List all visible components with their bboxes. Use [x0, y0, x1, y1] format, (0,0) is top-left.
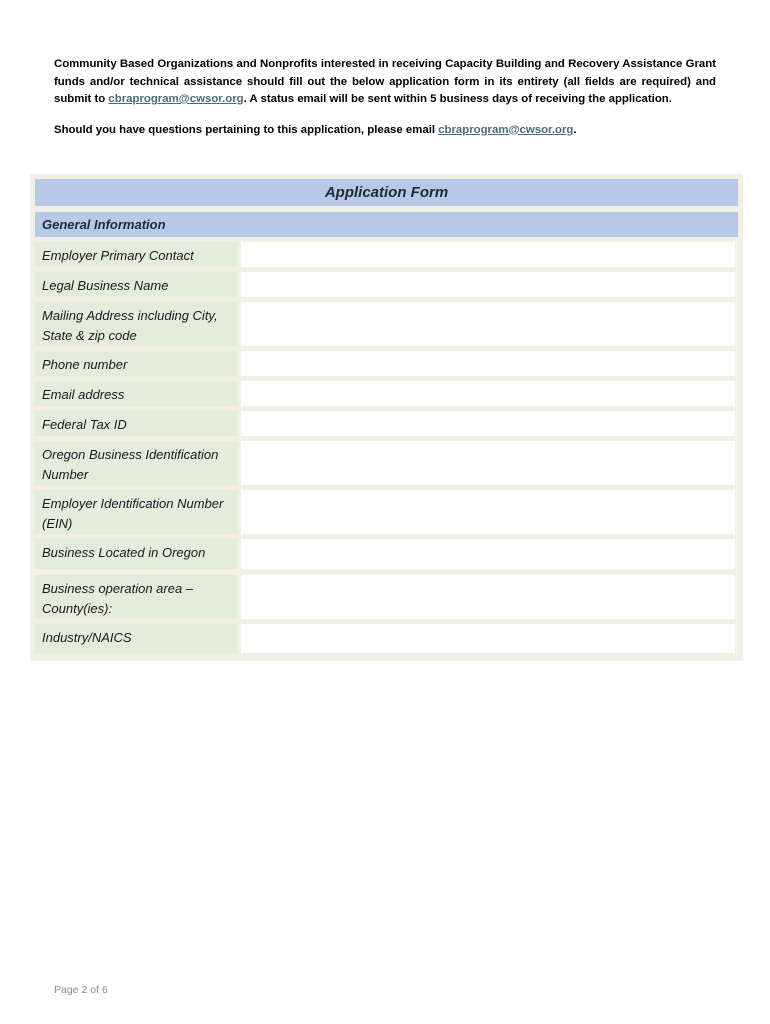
employer-primary-contact-field[interactable]	[241, 242, 735, 267]
form-row-phone-number	[35, 351, 738, 376]
intro-text-part: Community Based Organizations and Nonprofits interested in receiving Capacity Building and Recovery Assistance Grant funds and/or technical assistance should fill out the below application form in its entirety (all fields are required) and submit to	[54, 58, 716, 105]
form-row-ein	[35, 490, 738, 534]
section-heading: General Information	[35, 212, 738, 237]
email-link[interactable]: cbraprogram@cwsor.org	[108, 93, 244, 105]
field-label: Email address	[35, 381, 237, 406]
intro-text-part: . A status email will be sent within 5 business days of receiving the application.	[243, 93, 672, 105]
field-label: Mailing Address including City, State & zip code	[35, 302, 237, 346]
form-row-federal-tax-id	[35, 411, 738, 436]
intro-text	[54, 56, 716, 139]
form-row-business-located-in-oregon	[35, 539, 738, 569]
field-label: Employer Identification Number (EIN)	[35, 490, 237, 534]
intro-text-part: Should you have questions pertaining to this application, please email	[54, 123, 439, 136]
business-operation-area-field[interactable]	[241, 575, 735, 619]
oregon-business-id-field[interactable]	[241, 441, 735, 485]
phone-number-field[interactable]	[241, 351, 735, 376]
page-number: Page 2 of 6	[54, 984, 108, 996]
field-label: Employer Primary Contact	[35, 242, 237, 267]
form-row-oregon-business-id	[35, 441, 738, 485]
intro-text-part: .	[573, 123, 577, 136]
field-label: Industry/NAICS	[35, 624, 237, 653]
field-label: Oregon Business Identification Number	[35, 441, 237, 485]
email-address-field[interactable]	[241, 381, 735, 406]
field-label: Legal Business Name	[35, 272, 237, 297]
email-link[interactable]: cbraprogram@cwsor.org	[438, 123, 574, 136]
application-form	[30, 174, 743, 661]
intro-paragraph-instructions	[54, 56, 716, 109]
field-label: Phone number	[35, 351, 237, 376]
field-label: Federal Tax ID	[35, 411, 237, 436]
form-row-email-address	[35, 381, 738, 406]
field-label: Business Located in Oregon	[35, 539, 237, 569]
form-row-employer-primary-contact	[35, 242, 738, 267]
field-label: Business operation area – County(ies):	[35, 575, 237, 619]
form-row-legal-business-name	[35, 272, 738, 297]
form-row-mailing-address	[35, 302, 738, 346]
intro-paragraph-questions	[54, 122, 716, 140]
federal-tax-id-field[interactable]	[241, 411, 735, 436]
ein-field[interactable]	[241, 490, 735, 534]
mailing-address-field[interactable]	[241, 302, 735, 346]
form-row-industry-naics	[35, 624, 738, 653]
form-row-business-operation-area	[35, 575, 738, 619]
industry-naics-field[interactable]	[241, 624, 735, 653]
business-located-in-oregon-field[interactable]	[241, 539, 735, 569]
legal-business-name-field[interactable]	[241, 272, 735, 297]
form-title: Application Form	[35, 179, 738, 206]
